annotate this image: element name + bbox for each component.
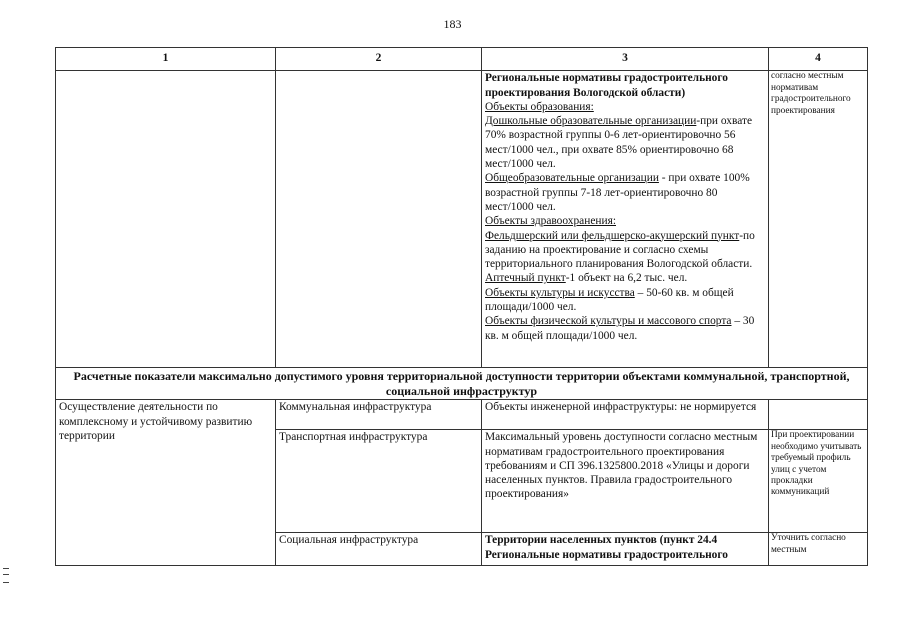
social-col-2: Социальная инфраструктура bbox=[276, 533, 482, 566]
section-title: Расчетные показатели максимально допустимого уровня территориальной доступности территории объектами коммунальной, транспортной, социальной инфраструктур bbox=[56, 368, 868, 400]
culture-item bbox=[485, 286, 765, 315]
header-col-4: 4 bbox=[769, 48, 868, 71]
education-heading: Объекты образования: bbox=[485, 100, 594, 113]
section-row bbox=[56, 368, 868, 400]
transport-col-2: Транспортная инфраструктура bbox=[276, 430, 482, 533]
sport-text: – 30 кв. м общей площади/1000 чел. bbox=[485, 315, 755, 342]
header-col-1: 1 bbox=[56, 48, 276, 71]
preschool-label: Дошкольные образовательные организации bbox=[485, 115, 697, 128]
sport-item bbox=[485, 314, 765, 343]
preschool-text: -при охвате 70% возрастной группы 0-6 лет-ориентировочно 56 мест/1000 чел., при охвате 85% ориентировочно 68 мест/1000 чел. bbox=[485, 115, 753, 171]
header-col-3: 3 bbox=[482, 48, 769, 71]
table-header-row bbox=[56, 48, 868, 71]
school-text: - при охвате 100% возрастной группы 7-18 лет-ориентировочно 80 мест/1000 чел. bbox=[485, 172, 750, 213]
pharmacy-text: -1 объект на 6,2 тыс. чел. bbox=[565, 272, 688, 285]
pharmacy-item bbox=[485, 271, 765, 285]
pharmacy-label: Аптечный пункт bbox=[485, 272, 566, 285]
communal-col-2: Коммунальная инфраструктура bbox=[276, 400, 482, 430]
norms-title: Региональные нормативы градостроительного проектирования Вологодской области) bbox=[485, 72, 728, 99]
feldsher-text: -по заданию на проектирование и согласно схемы территориального планирования Вологодской области. bbox=[485, 229, 755, 271]
school-item bbox=[485, 171, 765, 214]
norms-col-1-empty bbox=[56, 71, 276, 368]
health-heading: Объекты здравоохранения: bbox=[485, 215, 616, 228]
feldsher-label: Фельдшерский или фельдшерско-акушерский пункт bbox=[485, 229, 740, 242]
page-number: 183 bbox=[443, 17, 462, 31]
norms-col-2-empty bbox=[276, 71, 482, 368]
table-row-norms bbox=[56, 71, 868, 368]
school-label: Общеобразовательные организации bbox=[485, 172, 659, 185]
norms-col-3 bbox=[482, 71, 769, 368]
transport-col-3: Максимальный уровень доступности согласно местным нормативам градостроительного проектирования требованиям и СП 396.1325800.2018 «Улицы и дороги населенных пунктов. Правила градостроительного проектирования» bbox=[482, 430, 769, 533]
preschool-item bbox=[485, 114, 765, 171]
social-col-3: Территории населенных пунктов (пункт 24.4 Региональные нормативы градостроительного bbox=[482, 533, 769, 566]
culture-text: – 50-60 кв. м общей площади/1000 чел. bbox=[485, 286, 734, 314]
norms-col-4: согласно местным нормативам градостроительного проектирования bbox=[769, 71, 868, 368]
norms-table bbox=[55, 47, 868, 566]
culture-label: Объекты культуры и искусства bbox=[485, 286, 635, 299]
table-row-communal bbox=[56, 400, 868, 430]
feldsher-item bbox=[485, 229, 765, 272]
header-col-2: 2 bbox=[276, 48, 482, 71]
scan-margin-mark bbox=[3, 568, 9, 583]
activity-cell: Осуществление деятельности по комплексному и устойчивому развитию территории bbox=[56, 400, 276, 566]
social-col-4: Уточнить согласно местным bbox=[769, 533, 868, 566]
sport-label: Объекты физической культуры и массового спорта bbox=[485, 315, 732, 328]
transport-col-4: При проектировании необходимо учитывать требуемый профиль улиц с учетом прокладки коммуникаций bbox=[769, 430, 868, 533]
communal-col-4 bbox=[769, 400, 868, 430]
communal-col-3: Объекты инженерной инфраструктуры: не нормируется bbox=[482, 400, 769, 430]
